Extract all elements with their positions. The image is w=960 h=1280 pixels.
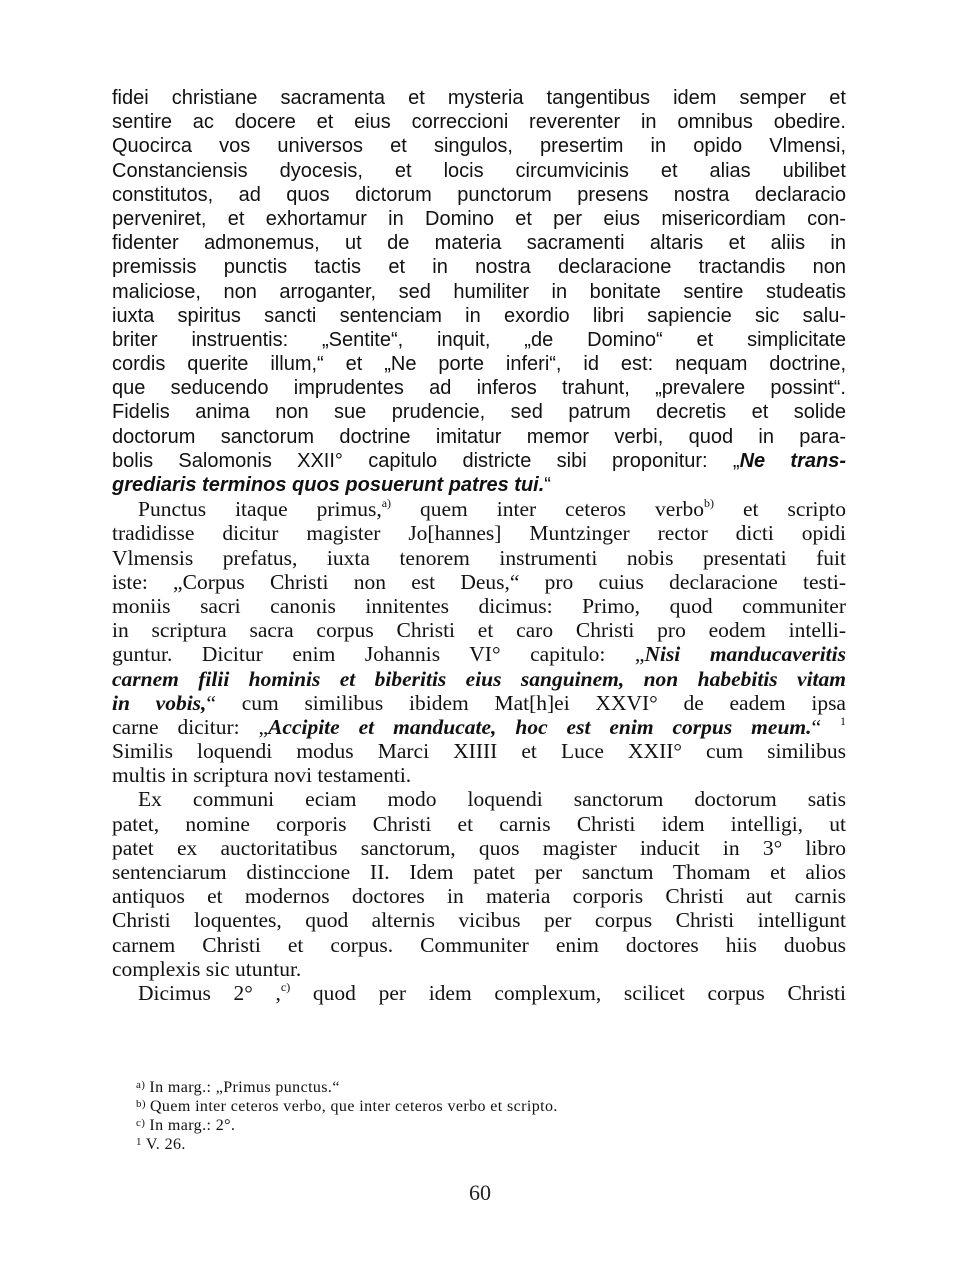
text-span: Dicimus 2° , xyxy=(138,980,281,1005)
footnote xyxy=(136,1114,836,1133)
text-line: Similis loquendi modus Marci XIIII et Luce XXII° cum similibus xyxy=(112,739,846,764)
text-line: tradidisse dicitur magister Jo[hannes] Muntzinger rector dicti opidi xyxy=(112,521,846,546)
footnote-ref-a: a) xyxy=(381,496,392,511)
text-span: quem inter ceteros verbo xyxy=(391,497,704,522)
text-line: carnem Christi et corpus. Communiter enim doctores hiis duobus xyxy=(112,932,846,957)
text-span: quod per idem complexum, scilicet corpus Christi xyxy=(290,980,846,1005)
text-line: in scriptura sacra corpus Christi et caro Christi pro eodem intelli- xyxy=(112,618,846,643)
text-line: sentire ac docere et eius correccioni reverenter in omnibus obedire. xyxy=(112,111,846,134)
text-line: Ex communi eciam modo loquendi sanctorum doctorum satis xyxy=(138,787,846,812)
text-line: Constanciensis dyocesis, et locis circumvicinis et alias ubilibet xyxy=(112,159,846,182)
footnote xyxy=(136,1076,836,1095)
text-span: Punctus itaque primus, xyxy=(138,497,382,522)
footnotes xyxy=(136,1076,836,1152)
footnote-ref-c: c) xyxy=(280,979,291,994)
text-line: iste: „Corpus Christi non est Deus,“ pro cuius declaracione testi- xyxy=(112,569,846,594)
text-line: fidei christiane sacramenta et mysteria tangentibus idem semper et xyxy=(112,87,846,109)
text-line xyxy=(112,449,846,473)
text-line: antiquos et modernos doctores in materia corporis Christi aut carnis xyxy=(112,884,846,909)
text-line: premissis punctis tactis et in nostra declaracione tractandis non xyxy=(112,256,846,279)
text-line xyxy=(112,715,846,739)
text-line: Vlmensis prefatus, iuxta tenorem instrumenti nobis presentati fuit xyxy=(112,545,846,570)
page-number: 60 xyxy=(469,1180,491,1205)
text-span: “ xyxy=(811,714,840,739)
text-span: “ cum similibus ibidem Mat[h]ei XXVI° de eadem ipsa xyxy=(206,690,846,715)
quotation-italic: Nisi manducaveritis xyxy=(644,642,846,667)
text-line: multis in scriptura novi testamenti. xyxy=(112,763,412,788)
footnote xyxy=(136,1133,836,1152)
footnote-text: V. 26. xyxy=(145,1136,186,1153)
text-span: “ xyxy=(544,474,551,496)
text-line: moniis sacri canonis innitentes dicimus: Primo, quod communiter xyxy=(112,593,846,618)
footnote-ref-1: 1 xyxy=(839,713,846,728)
footnote-ref-b: b) xyxy=(703,496,714,511)
text-line: constitutos, ad quos dictorum punctorum presens nostra declaracio xyxy=(112,183,846,206)
text-line xyxy=(112,642,846,666)
quotation-italic: Ne trans- xyxy=(739,449,846,472)
text-line: doctorum sanctorum doctrine imitatur memor verbi, quod in para- xyxy=(112,425,846,448)
quotation-italic: Accipite et manducate, hoc est enim corpus meum. xyxy=(268,714,812,739)
footnote-mark: c) xyxy=(136,1117,146,1129)
text-line: perveniret, et exhortamur in Domino et per eius misericordiam con- xyxy=(112,207,846,230)
footnote-mark: 1 xyxy=(136,1136,142,1148)
text-line: que seducendo imprudentes ad inferos trahunt, „prevalere possint“. xyxy=(112,377,846,400)
footnote-text: In marg.: „Primus punctus.“ xyxy=(149,1079,340,1096)
footnote-text: In marg.: 2°. xyxy=(149,1117,236,1134)
footnote-text: Quem inter ceteros verbo, que inter ceteros verbo et scripto. xyxy=(149,1098,558,1115)
text-line: Quocirca vos universos et singulos, presertim in opido Vlmensi, xyxy=(112,135,846,158)
text-line: briter instruentis: „Sentite“, inquit, „de Domino“ et simplicitate xyxy=(112,328,846,351)
text-span: bolis Salomonis XXII° capitulo districte sibi proponitur: „ xyxy=(112,449,740,472)
text-line: complexis sic utuntur. xyxy=(112,956,302,981)
text-line: carnem filii hominis et biberitis eius sanguinem, non habebitis vitam xyxy=(112,666,846,691)
text-line xyxy=(112,691,846,715)
text-line: Christi loquentes, quod alternis vicibus per corpus Christi intelligunt xyxy=(112,908,846,933)
text-span: et scripto xyxy=(713,497,846,522)
text-line: sentenciarum distinccione II. Idem patet per sanctum Thomam et alios xyxy=(112,860,846,884)
text-line xyxy=(112,473,846,497)
footnote-mark: b) xyxy=(136,1098,146,1110)
text-line: patet ex auctoritatibus sanctorum, quos magister inducit in 3° libro xyxy=(112,835,846,860)
quotation-italic: grediaris terminos quos posuerunt patres tui. xyxy=(112,474,545,496)
text-span: guntur. Dicitur enim Johannis VI° capitulo: „ xyxy=(112,642,645,667)
footnote-mark: a) xyxy=(136,1079,146,1091)
text-span: carne dicitur: „ xyxy=(112,714,269,739)
text-line: maliciose, non arroganter, sed humiliter in bonitate sentire studeatis xyxy=(112,280,846,303)
text-line xyxy=(112,497,846,521)
text-line: cordis querite illum,“ et „Ne porte inferi“, id est: nequam doctrine, xyxy=(112,353,846,376)
text-line: Fidelis anima non sue prudencie, sed patrum decretis et solide xyxy=(112,401,846,424)
text-line: patet, nomine corporis Christi et carnis Christi idem intelligi, ut xyxy=(112,811,846,836)
main-text xyxy=(112,86,846,1005)
quotation-italic: in vobis, xyxy=(112,690,207,715)
text-line xyxy=(112,981,846,1005)
footnote xyxy=(136,1095,836,1114)
text-line: iuxta spiritus sancti sentenciam in exordio libri sapiencie sic salu- xyxy=(112,304,846,327)
text-line: fidenter admonemus, ut de materia sacramenti altaris et aliis in xyxy=(112,232,846,255)
